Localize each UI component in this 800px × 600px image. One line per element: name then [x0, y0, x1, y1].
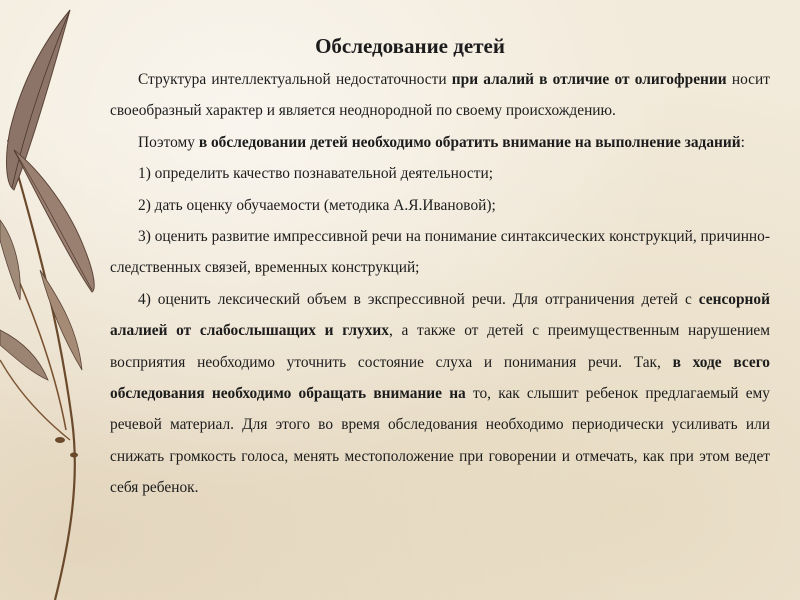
bud: [55, 437, 65, 443]
paragraph-tasks: Поэтому в обследовании детей необходимо обратить внимание на выполнение заданий:: [138, 133, 745, 151]
paragraph-intro: Структура интеллектуальной недостаточности при алалий в отличие от олигофрении носит своеобразный характер и является неоднородной по своему происхождению.: [110, 71, 770, 120]
list-item: 1) определить качество познавательной деятельности;: [138, 165, 493, 183]
bud: [70, 453, 78, 458]
list-item: 3) оценить развитие импрессивной речи на понимание синтаксических конструкций, причинно-следственных связей, временных конструкций;: [110, 228, 770, 277]
list-item: 2) дать оценку обучаемости (методика А.Я.Ивановой);: [138, 196, 496, 214]
body-text: [110, 64, 770, 504]
leaf: [14, 150, 94, 292]
page-title: Обследование детей: [315, 34, 505, 58]
list-item: 4) оценить лексический объем в экспрессивной речи. Для отграничения детей с сенсорной алалией от слабослышащих и глухих, а также от детей с преимущественным нарушением восприятия необходимо уточнить состояние слуха и понимания речи. Так, в ходе всего обследования необходимо обращать внимание на то, как слышит ребенок предлагаемый ему речевой материал. Для этого во время обследования необходимо периодически усиливать или снижать громкость голоса, менять местоположение при говорении и отмечать, как при этом ведет себя ребенок.: [110, 290, 770, 497]
leaf: [0, 220, 20, 300]
